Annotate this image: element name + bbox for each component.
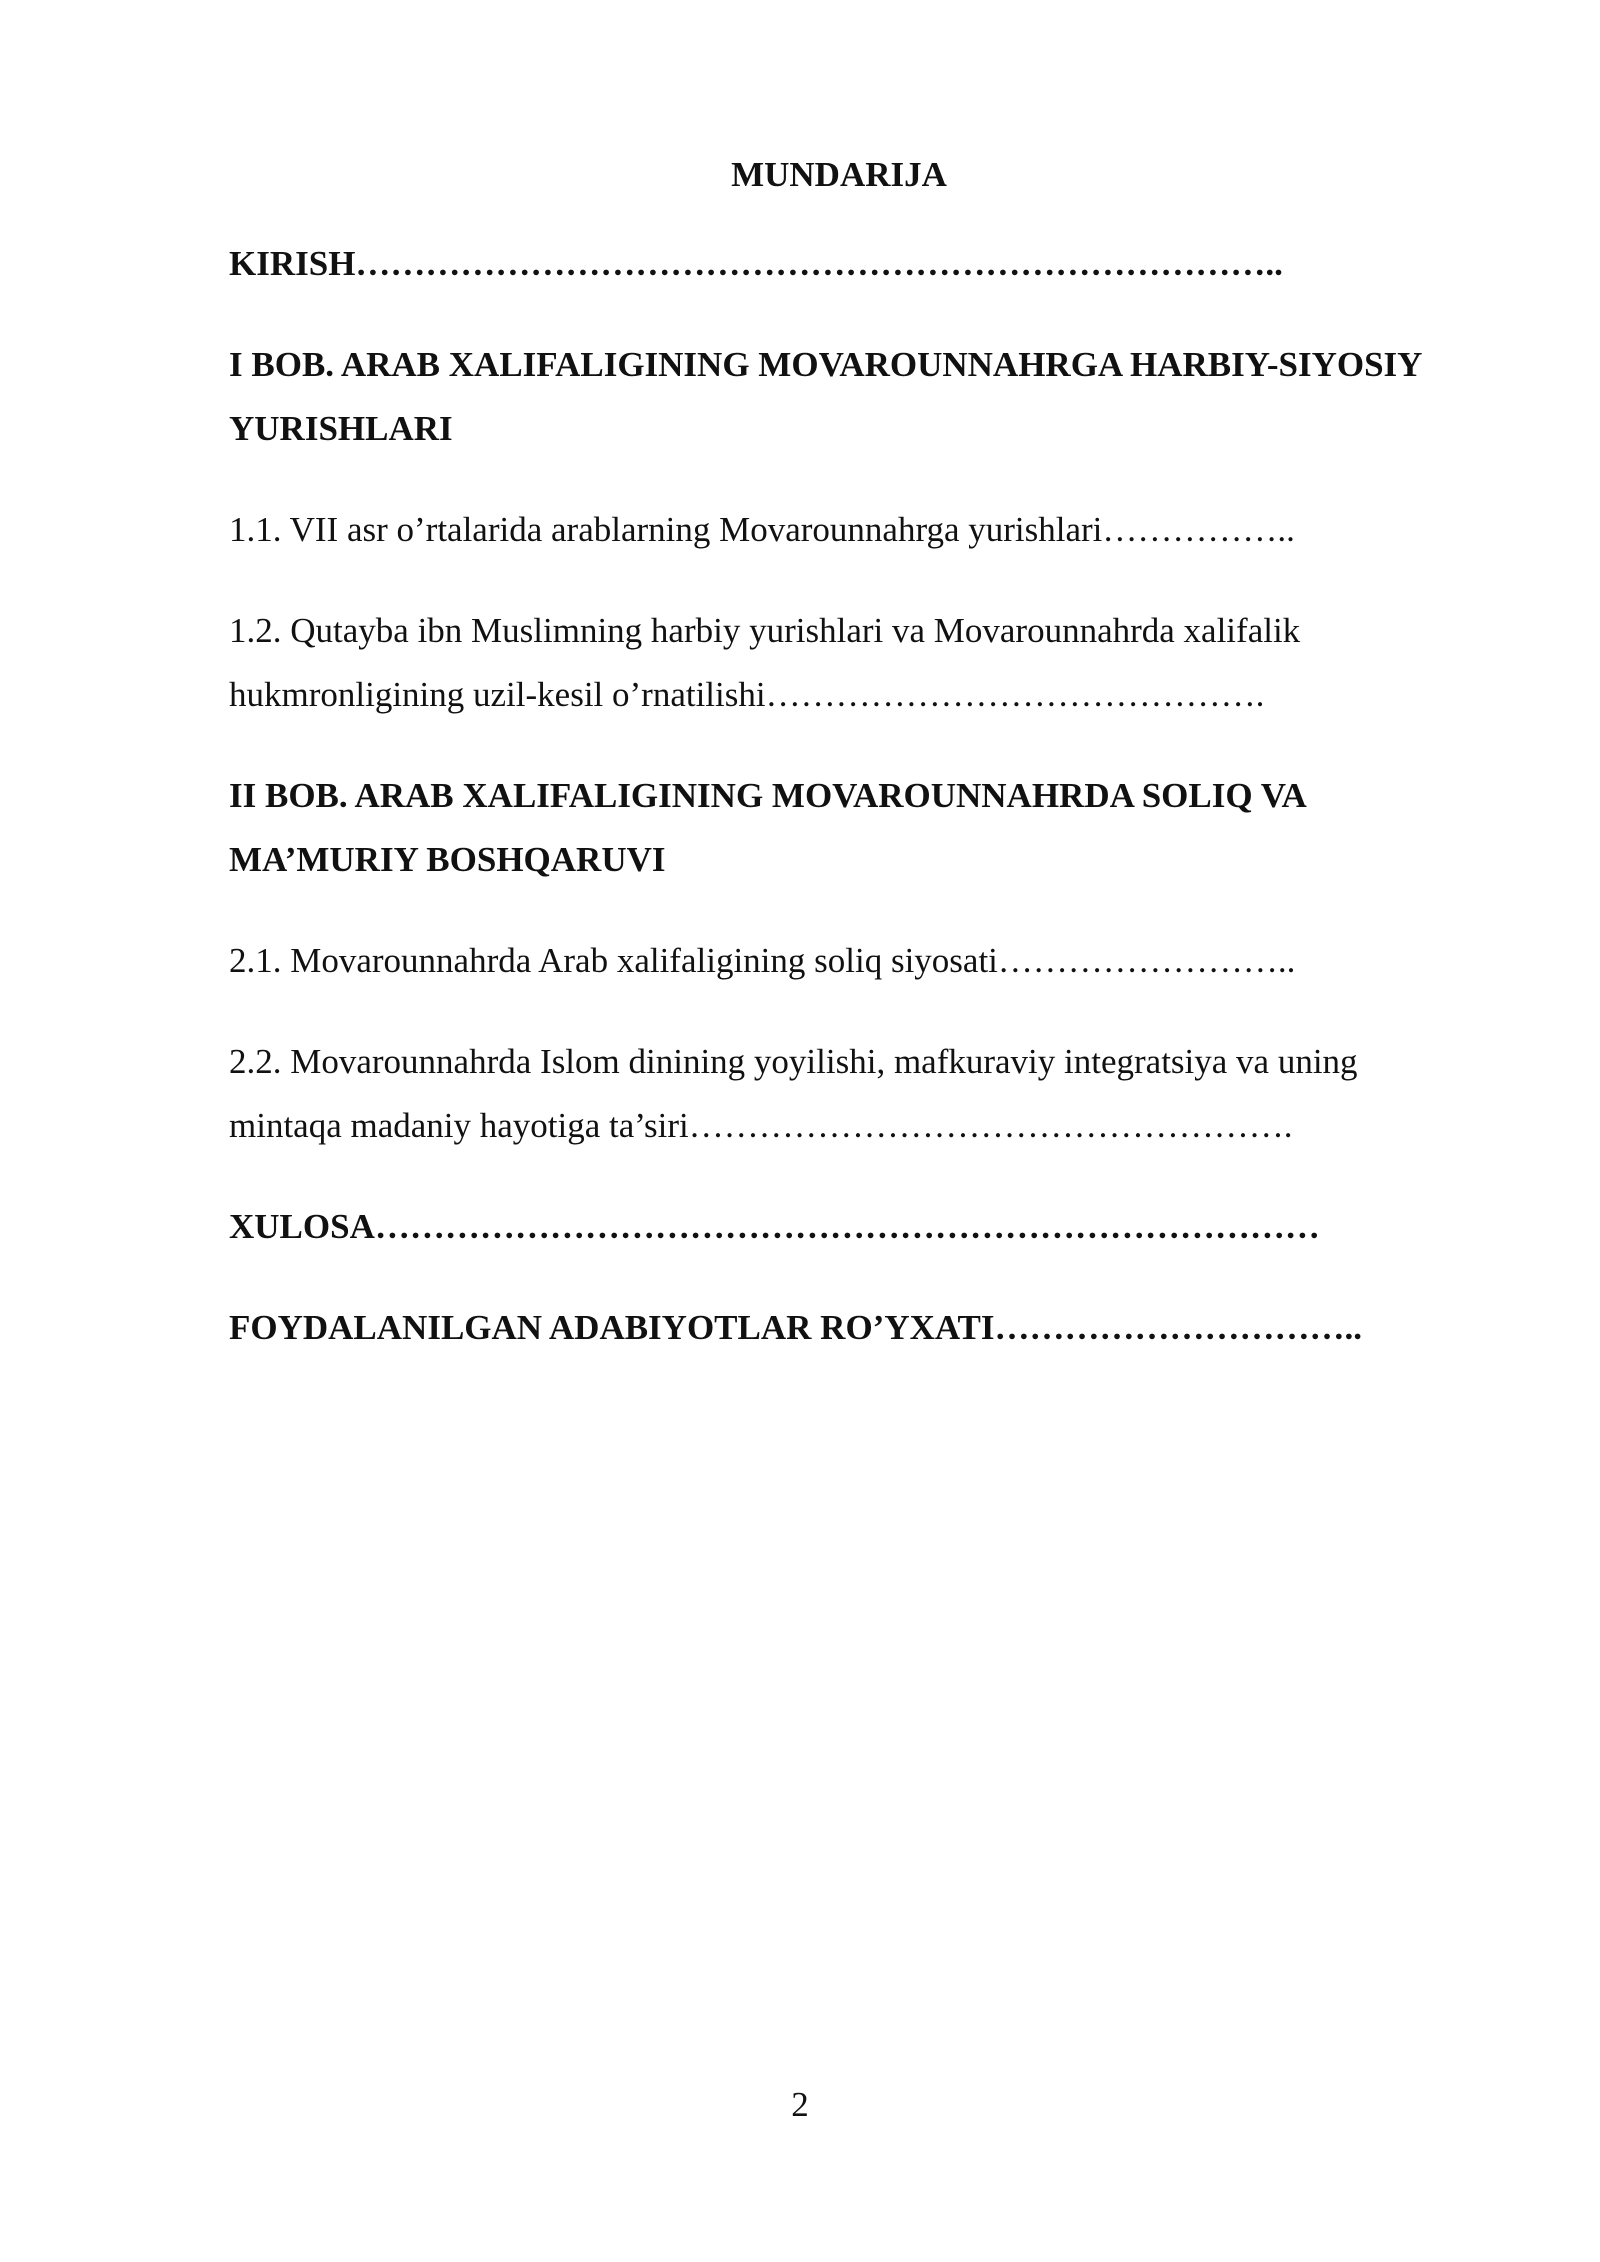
page-number: 2: [791, 2085, 809, 2124]
toc-entry-introduction: KIRISH……………………………………………………………………..: [229, 244, 1283, 283]
toc-entry-section-1-2: 1.2. Qutayba ibn Muslimning harbiy yurishlari va Movarounnahrda xalifalik hukmronligining uzil-kesil o’rnatilishi…………………………………….: [229, 611, 1301, 714]
toc-title: MUNDARIJA: [731, 155, 947, 194]
table-of-contents: [229, 148, 1469, 1397]
toc-entry-section-2-1: 2.1. Movarounnahrda Arab xalifaligining soliq siyosati……………………..: [229, 941, 1296, 980]
toc-entry-section-2-2: 2.2. Movarounnahrda Islom dinining yoyilishi, mafkuraviy integratsiya va uning mintaqa madaniy hayotiga ta’siri…………………………………………….: [229, 1042, 1358, 1145]
toc-entry-chapter-2: II BOB. ARAB XALIFALIGINING MOVAROUNNAHRDA SOLIQ VA MA’MURIY BOSHQARUVI: [229, 776, 1305, 879]
toc-entry-conclusion: XULOSA………………………………………………………………………: [229, 1207, 1320, 1246]
toc-entry-references: FOYDALANILGAN ADABIYOTLAR RO’YXATI…………………………..: [229, 1308, 1363, 1347]
toc-entry-chapter-1: I BOB. ARAB XALIFALIGINING MOVAROUNNAHRGA HARBIY-SIYOSIY YURISHLARI: [229, 345, 1422, 448]
toc-entry-section-1-1: 1.1. VII asr o’rtalarida arablarning Movarounnahrga yurishlari……………..: [229, 510, 1295, 549]
